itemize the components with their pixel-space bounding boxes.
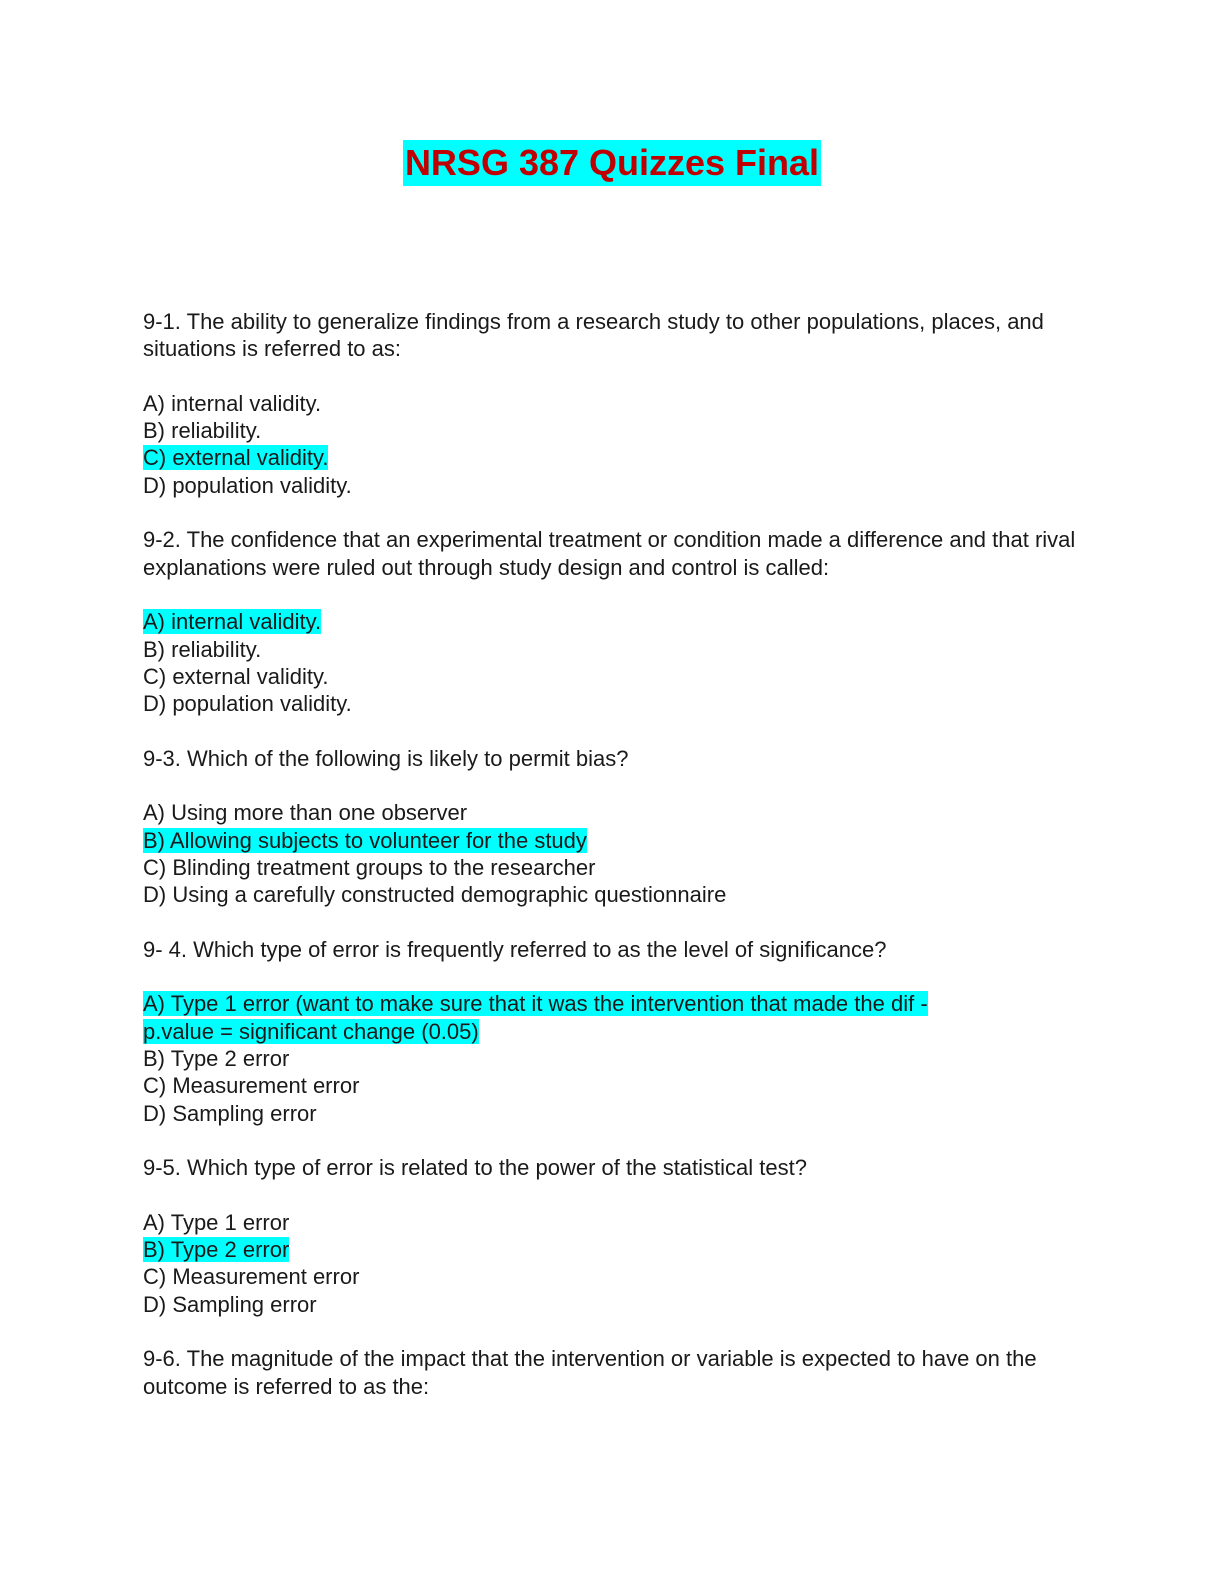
question-6 [143, 1345, 1103, 1400]
option-c: C) Measurement error [143, 1073, 360, 1099]
option-a: A) Type 1 error [143, 1209, 290, 1235]
question-4 [143, 936, 1103, 1127]
quiz-content [143, 308, 1103, 1400]
question-2 [143, 526, 1103, 717]
question-text: 9-5. Which type of error is related to the power of the statistical test? [143, 1155, 807, 1181]
title-container [0, 140, 1224, 186]
option-d: D) Using a carefully constructed demographic questionnaire [143, 882, 727, 908]
option-b-highlighted: B) Type 2 error [143, 1237, 290, 1263]
option-c: C) Blinding treatment groups to the researcher [143, 854, 596, 880]
option-b-highlighted: B) Allowing subjects to volunteer for the study [143, 827, 587, 853]
options-list [143, 990, 1103, 1126]
option-b: B) Type 2 error [143, 1046, 290, 1072]
option-a: A) internal validity. [143, 390, 322, 416]
question-text: 9- 4. Which type of error is frequently referred to as the level of significance? [143, 936, 887, 962]
option-b: B) reliability. [143, 636, 262, 662]
option-c: C) Measurement error [143, 1264, 360, 1290]
options-list [143, 799, 1103, 908]
question-text: 9-6. The magnitude of the impact that the intervention or variable is expected to have on the outcome is referred to as the: [143, 1346, 1037, 1399]
options-list [143, 1209, 1103, 1318]
document-title: NRSG 387 Quizzes Final [403, 140, 821, 186]
question-1 [143, 308, 1103, 499]
option-b: B) reliability. [143, 418, 262, 444]
question-text: 9-2. The confidence that an experimental treatment or condition made a difference and that rival explanations were ruled out through study design and control is called: [143, 527, 1076, 580]
question-text: 9-1. The ability to generalize findings from a research study to other populations, places, and situations is referred to as: [143, 309, 1044, 362]
option-d: D) Sampling error [143, 1291, 317, 1317]
option-d: D) population validity. [143, 691, 352, 717]
option-a: A) Using more than one observer [143, 800, 468, 826]
option-a-highlighted: A) Type 1 error (want to make sure that it was the intervention that made the dif - p.value = significant change (0.05) [143, 991, 928, 1044]
options-list [143, 608, 1103, 717]
option-d: D) Sampling error [143, 1100, 317, 1126]
option-a-highlighted: A) internal validity. [143, 609, 322, 635]
question-5 [143, 1154, 1103, 1318]
option-c-highlighted: C) external validity. [143, 445, 329, 471]
question-text: 9-3. Which of the following is likely to permit bias? [143, 745, 629, 771]
option-d: D) population validity. [143, 472, 352, 498]
question-3 [143, 745, 1103, 909]
option-c: C) external validity. [143, 663, 329, 689]
options-list [143, 390, 1103, 499]
